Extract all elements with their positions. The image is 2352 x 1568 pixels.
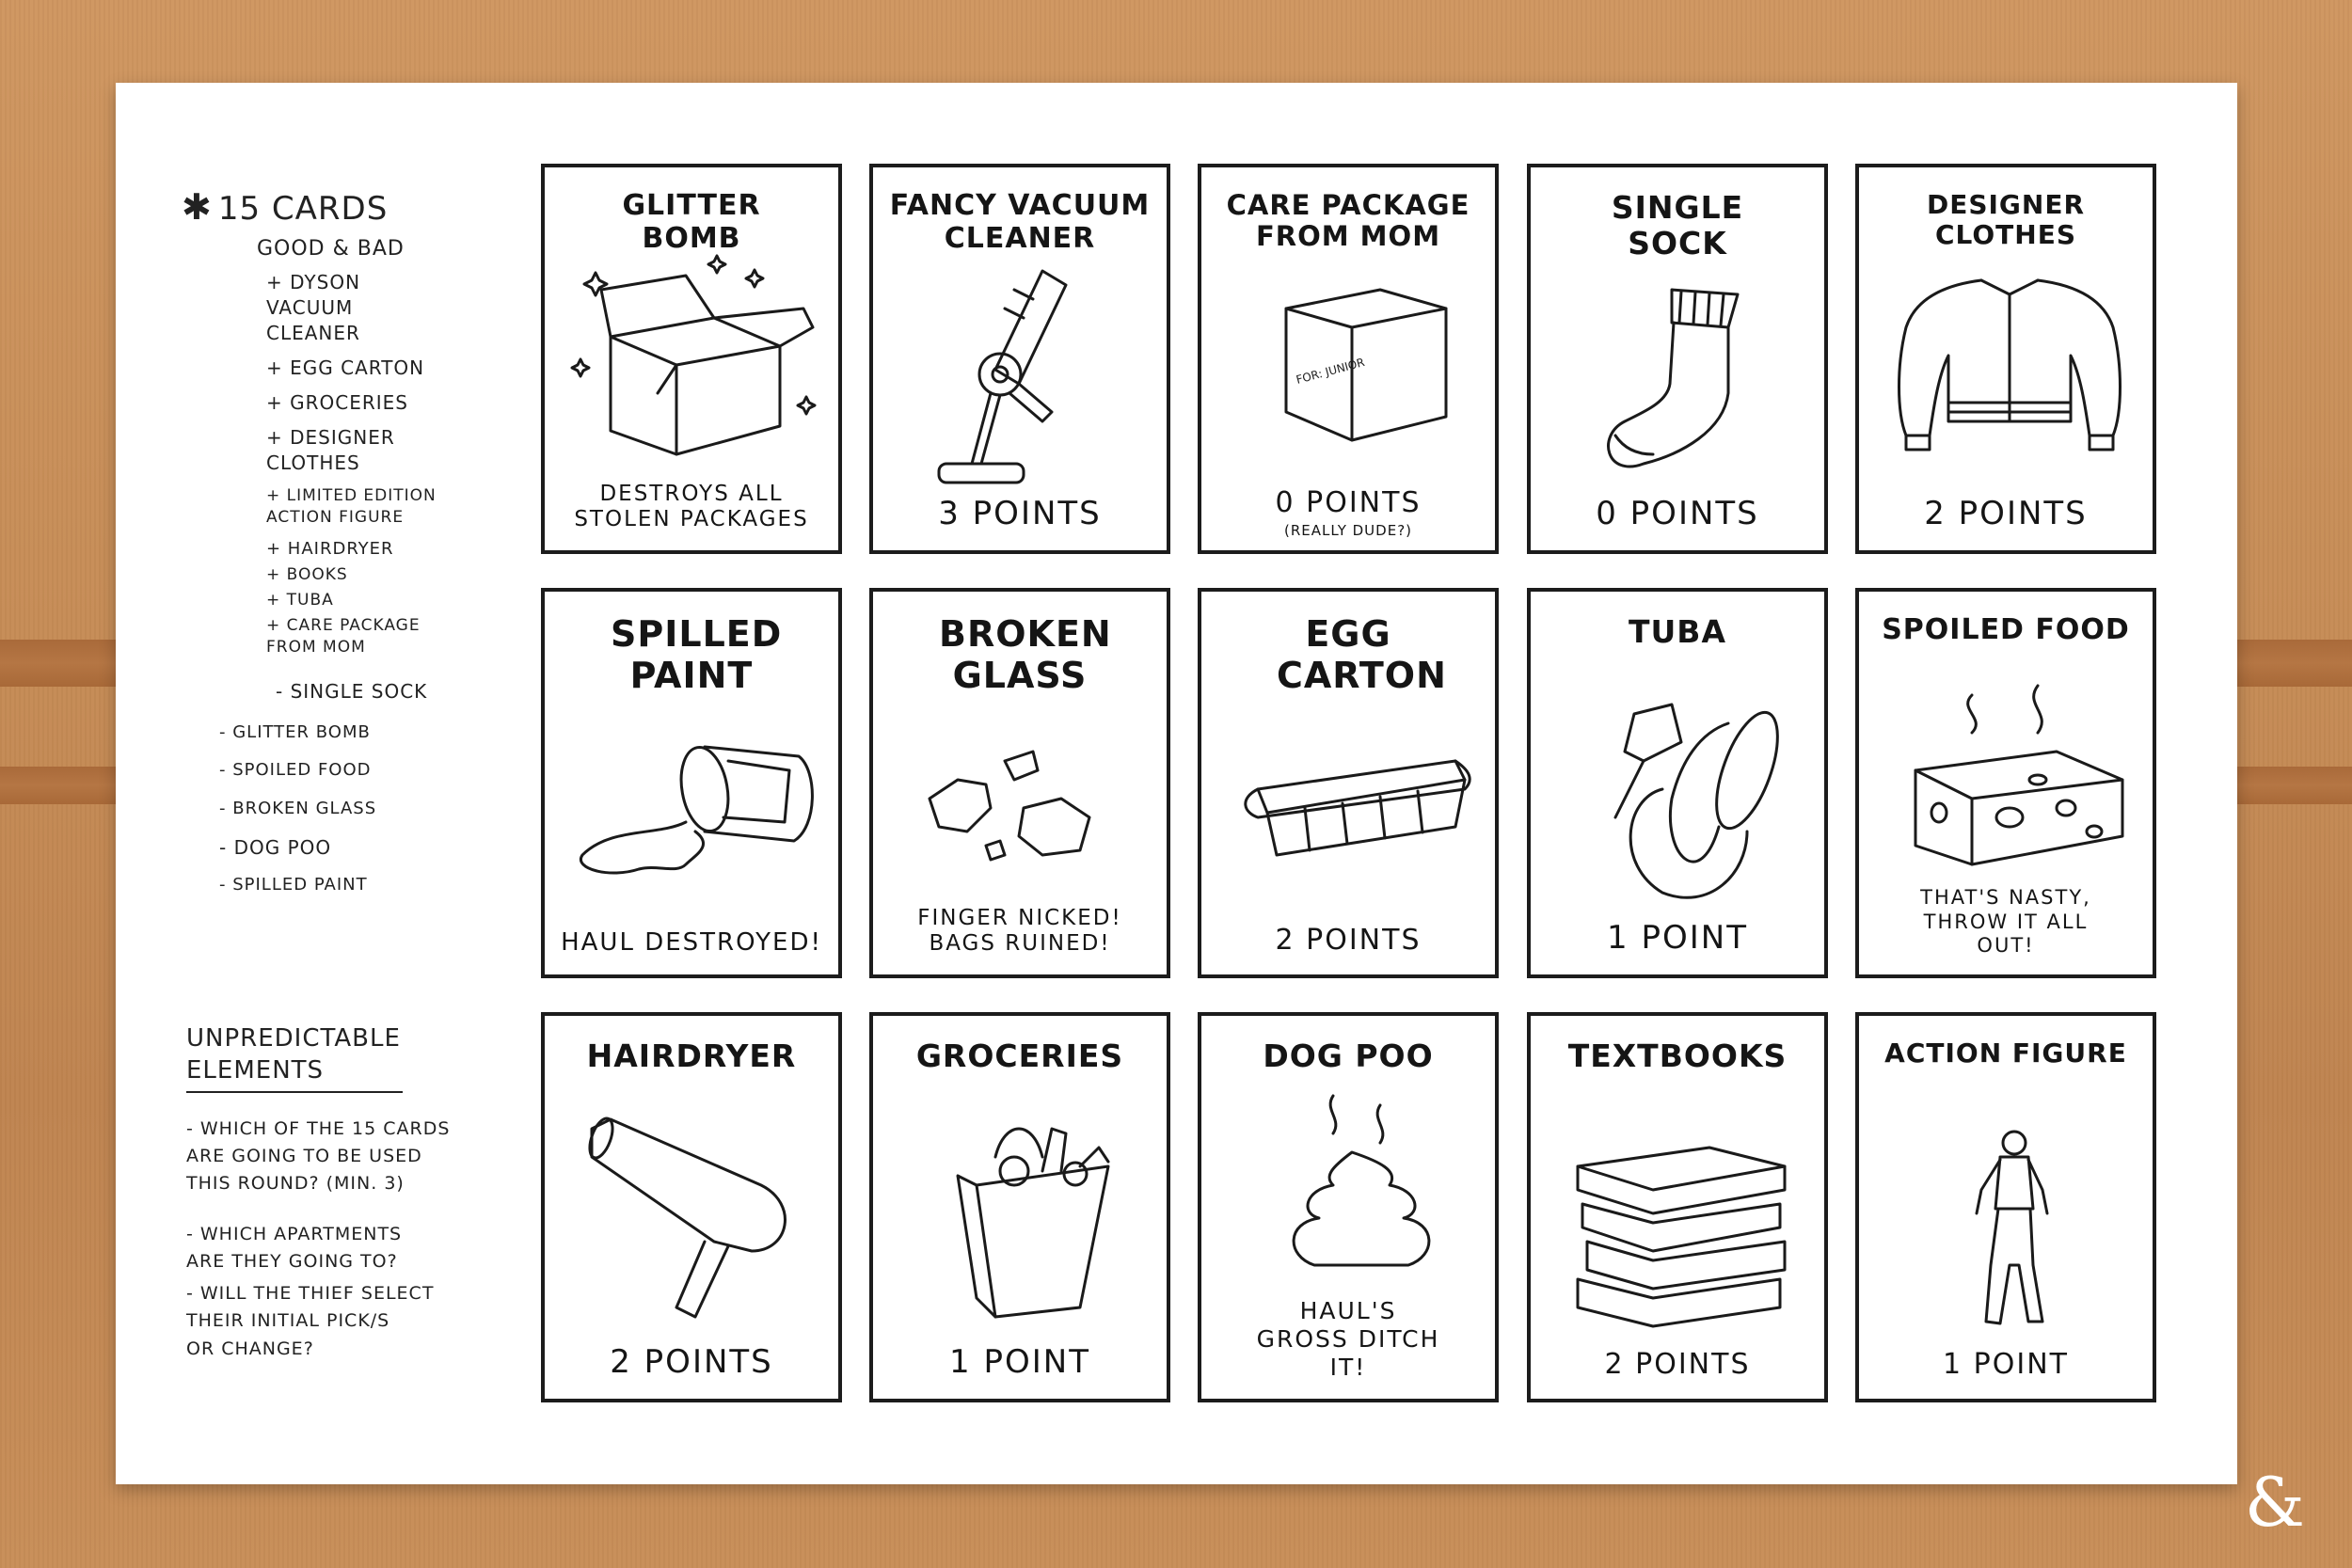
card-hairdryer[interactable]	[541, 1012, 842, 1402]
unpredictable-heading: UNPREDICTABLE ELEMENTS	[186, 1023, 403, 1093]
card-spilled-paint[interactable]	[541, 588, 842, 978]
game-sheet	[116, 83, 2237, 1484]
action-figure-icon	[1887, 1110, 2132, 1326]
card-title: TUBA	[1629, 613, 1726, 650]
card-broken-glass[interactable]	[869, 588, 1170, 978]
card-footer: 1 POINT	[949, 1343, 1090, 1382]
package-label: FOR: JUNIOR	[1295, 356, 1367, 387]
card-list-notes	[182, 186, 558, 896]
note-item: + HAIRDRYER	[266, 538, 394, 559]
card-designer-clothes[interactable]	[1855, 164, 2156, 554]
card-title: DESIGNER CLOTHES	[1926, 189, 2086, 251]
notes-heading-text: 15 CARDS	[217, 190, 389, 228]
card-egg-carton[interactable]	[1198, 588, 1499, 978]
package-box-icon	[1230, 271, 1474, 459]
card-title: SPILLED PAINT	[611, 613, 783, 696]
jacket-icon	[1887, 271, 2132, 459]
note-item: - BROKEN GLASS	[219, 798, 377, 818]
note-item: + TUBA	[266, 591, 334, 610]
sock-icon	[1559, 271, 1804, 459]
card-title: BROKEN GLASS	[939, 613, 1112, 696]
note-item: + DYSON VACUUM CLEANER	[266, 271, 361, 344]
notes-subheading: GOOD & BAD	[257, 237, 405, 261]
card-title: FANCY VACUUM CLEANER	[889, 189, 1151, 255]
card-title: SINGLE SOCK	[1611, 189, 1744, 261]
card-dog-poo[interactable]	[1198, 1012, 1499, 1402]
broken-glass-icon	[901, 742, 1146, 930]
card-footer: 2 POINTS	[1604, 1348, 1751, 1381]
studio-logo: &	[2244, 1463, 2305, 1542]
card-action-figure[interactable]	[1855, 1012, 2156, 1402]
card-spoiled-food[interactable]	[1855, 588, 2156, 978]
notes-heading	[182, 186, 558, 228]
card-footer: 0 POINTS	[1596, 495, 1759, 533]
vacuum-icon	[901, 271, 1146, 459]
notes-item-list	[266, 270, 558, 705]
card-glitter-bomb[interactable]	[541, 164, 842, 554]
star-icon: ✱	[182, 186, 213, 228]
note-item: - DOG POO	[219, 835, 332, 859]
card-footer: 1 POINT	[1943, 1348, 2069, 1381]
open-box-icon	[573, 271, 818, 459]
unpredictable-question: - WHICH APARTMENTS ARE THEY GOING TO?	[186, 1223, 403, 1273]
card-footer-points: 0 POINTS	[1275, 486, 1422, 519]
card-title: ACTION FIGURE	[1884, 1037, 2127, 1069]
note-item: - SINGLE SOCK	[276, 679, 428, 703]
note-item: - GLITTER BOMB	[219, 721, 371, 742]
card-title: SPOILED FOOD	[1882, 613, 2130, 646]
tuba-icon	[1559, 705, 1804, 893]
card-footer: 3 POINTS	[938, 495, 1102, 533]
paint-can-icon	[573, 733, 818, 921]
unpredictable-question: - WHICH OF THE 15 CARDS ARE GOING TO BE USED THIS ROUND? (MIN. 3)	[186, 1117, 451, 1195]
card-tuba[interactable]	[1527, 588, 1828, 978]
card-footer	[1209, 486, 1487, 539]
card-fancy-vacuum-cleaner[interactable]	[869, 164, 1170, 554]
card-footer: 2 POINTS	[610, 1343, 773, 1382]
card-footer: 1 POINT	[1607, 919, 1748, 958]
card-footer: 2 POINTS	[1275, 924, 1422, 957]
spoiled-cheese-icon	[1887, 686, 2132, 874]
notes-bad-list	[219, 721, 558, 896]
card-title: GROCERIES	[915, 1037, 1124, 1074]
note-item: + LIMITED EDITION ACTION FIGURE	[266, 486, 437, 527]
note-item: + DESIGNER CLOTHES	[266, 426, 395, 474]
unpredictable-question: - WILL THE THIEF SELECT THEIR INITIAL PICK/S OR CHANGE?	[186, 1282, 435, 1359]
card-title: HAIRDRYER	[586, 1037, 797, 1074]
egg-carton-icon	[1230, 752, 1474, 940]
card-title: DOG POO	[1263, 1037, 1434, 1074]
card-textbooks[interactable]	[1527, 1012, 1828, 1402]
card-footer: HAUL DESTROYED!	[561, 927, 822, 957]
card-footer-note: (REALLY DUDE?)	[1283, 522, 1413, 539]
dog-poo-icon	[1230, 1086, 1474, 1275]
note-item: + BOOKS	[266, 565, 348, 585]
note-item: - SPILLED PAINT	[219, 874, 368, 895]
note-item: + EGG CARTON	[266, 356, 425, 379]
unpredictable-elements	[186, 1023, 525, 1363]
card-care-package[interactable]	[1198, 164, 1499, 554]
card-title: TEXTBOOKS	[1567, 1037, 1788, 1074]
card-footer: FINGER NICKED! BAGS RUINED!	[917, 905, 1122, 957]
note-item: + CARE PACKAGE FROM MOM	[266, 616, 421, 657]
card-footer: THAT'S NASTY, THROW IT ALL OUT!	[1920, 886, 2091, 957]
card-single-sock[interactable]	[1527, 164, 1828, 554]
card-footer: 2 POINTS	[1924, 495, 2088, 533]
hairdryer-icon	[573, 1119, 818, 1307]
note-item: - SPOILED FOOD	[219, 760, 372, 781]
grocery-bag-icon	[901, 1119, 1146, 1307]
card-footer: DESTROYS ALL STOLEN PACKAGES	[574, 481, 809, 532]
card-footer: HAUL'S GROSS DITCH IT!	[1256, 1297, 1440, 1381]
note-item: + GROCERIES	[266, 391, 408, 414]
card-title: GLITTER BOMB	[622, 189, 761, 255]
card-title: CARE PACKAGE FROM MOM	[1226, 189, 1470, 253]
books-icon	[1559, 1129, 1804, 1317]
card-title: EGG CARTON	[1277, 613, 1447, 696]
card-groceries[interactable]	[869, 1012, 1170, 1402]
